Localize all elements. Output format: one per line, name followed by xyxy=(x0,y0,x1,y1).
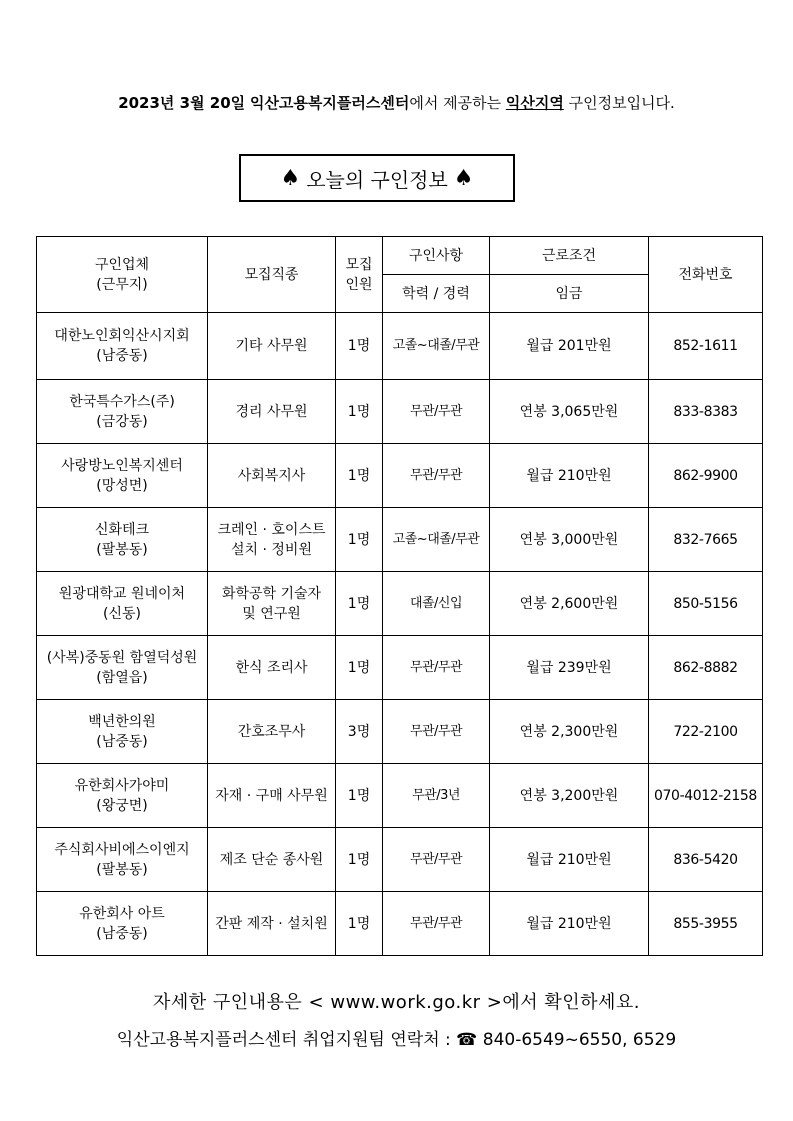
footer-contact-numbers: 840-6549~6550, 6529 xyxy=(482,1030,677,1050)
phone-cell: 855-3955 xyxy=(649,892,763,956)
company-name: 원광대학교 원네이처 xyxy=(58,585,186,602)
job-rows xyxy=(37,313,763,956)
count-cell: 1명 xyxy=(336,572,383,636)
job-cell xyxy=(208,636,336,700)
header-job: 모집직종 xyxy=(208,237,336,313)
edu-cell: 무관/3년 xyxy=(383,764,490,828)
company-name: 사랑방노인복지센터 xyxy=(61,457,183,474)
footer-contact-prefix: 익산고용복지플러스센터 취업지원팀 연락처 : xyxy=(116,1030,451,1050)
job-table xyxy=(36,236,763,956)
table-row xyxy=(37,444,763,508)
job-title: 간호조무사 xyxy=(237,723,306,740)
phone-cell: 862-9900 xyxy=(649,444,763,508)
count-cell: 1명 xyxy=(336,313,383,380)
job-cell xyxy=(208,572,336,636)
company-name: 대한노인회익산시지회 xyxy=(54,328,190,344)
header-company-sub: (근무지) xyxy=(96,276,148,293)
job-title: 자재 · 구매 사무원 xyxy=(215,787,328,804)
job-cell xyxy=(208,313,336,380)
table-row xyxy=(37,572,763,636)
company-location: (왕궁면) xyxy=(96,797,148,814)
company-location: (함열읍) xyxy=(96,669,148,686)
company-name: 한국특수가스(주) xyxy=(69,393,175,410)
table-row xyxy=(37,508,763,572)
job-title: 경리 사무원 xyxy=(235,403,308,420)
job-title: 한식 조리사 xyxy=(235,659,308,676)
job-cell xyxy=(208,380,336,444)
job-title: 제조 단순 종사원 xyxy=(219,851,324,868)
count-cell: 1명 xyxy=(336,892,383,956)
job-title-line2: 및 연구원 xyxy=(242,605,301,622)
intro-date: 2023년 3월 20일 xyxy=(118,94,246,112)
intro-line xyxy=(0,92,793,113)
company-location: (망성면) xyxy=(96,477,148,494)
header-edu: 학력 / 경력 xyxy=(383,275,490,313)
phone-cell: 850-5156 xyxy=(649,572,763,636)
company-name: 유한회사가야미 xyxy=(74,777,170,794)
header-count-line2: 인원 xyxy=(345,276,373,293)
edu-cell: 대졸/신입 xyxy=(383,572,490,636)
edu-cell: 무관/무관 xyxy=(383,828,490,892)
wage-cell: 월급 201만원 xyxy=(490,313,649,380)
header-company xyxy=(37,237,208,313)
edu-cell: 무관/무관 xyxy=(383,380,490,444)
company-cell xyxy=(37,572,208,636)
company-location: (남중동) xyxy=(96,348,148,364)
header-conditions: 근로조건 xyxy=(490,237,649,275)
intro-text1: 에서 제공하는 xyxy=(409,94,502,112)
count-cell: 1명 xyxy=(336,380,383,444)
spade-icon: ♠ xyxy=(280,165,301,191)
phone-cell: 833-8383 xyxy=(649,380,763,444)
header-count xyxy=(336,237,383,313)
company-location: (남중동) xyxy=(96,733,148,750)
edu-cell: 무관/무관 xyxy=(383,636,490,700)
company-location: (신동) xyxy=(103,605,141,622)
wage-cell: 월급 210만원 xyxy=(490,444,649,508)
job-title: 사회복지사 xyxy=(237,467,306,484)
wage-cell: 연봉 3,000만원 xyxy=(490,508,649,572)
phone-cell: 852-1611 xyxy=(649,313,763,380)
company-name: (사복)중동원 함열덕성원 xyxy=(46,649,198,666)
edu-cell: 무관/무관 xyxy=(383,700,490,764)
phone-cell: 862-8882 xyxy=(649,636,763,700)
company-cell xyxy=(37,764,208,828)
header-phone: 전화번호 xyxy=(649,237,763,313)
header-requirements: 구인사항 xyxy=(383,237,490,275)
job-title: 기타 사무원 xyxy=(235,338,308,354)
wage-cell: 월급 210만원 xyxy=(490,892,649,956)
job-cell xyxy=(208,700,336,764)
wage-cell: 연봉 3,065만원 xyxy=(490,380,649,444)
table-row xyxy=(37,828,763,892)
company-cell xyxy=(37,508,208,572)
table-row xyxy=(37,636,763,700)
count-cell: 1명 xyxy=(336,828,383,892)
count-cell: 1명 xyxy=(336,636,383,700)
edu-cell: 고졸~대졸/무관 xyxy=(383,313,490,380)
table-row xyxy=(37,700,763,764)
job-title-line2: 설치 · 정비원 xyxy=(231,541,312,558)
company-location: (남중동) xyxy=(96,925,148,942)
company-location: (팔봉동) xyxy=(96,541,148,558)
job-cell xyxy=(208,764,336,828)
table-row xyxy=(37,380,763,444)
header-wage: 임금 xyxy=(490,275,649,313)
page-title: 오늘의 구인정보 xyxy=(306,167,448,192)
edu-cell: 고졸~대졸/무관 xyxy=(383,508,490,572)
intro-region: 익산지역 xyxy=(505,94,564,112)
company-cell xyxy=(37,828,208,892)
job-title: 화학공학 기술자 xyxy=(221,585,322,602)
table-row xyxy=(37,313,763,380)
company-name: 신화테크 xyxy=(94,521,150,538)
job-cell xyxy=(208,508,336,572)
edu-cell: 무관/무관 xyxy=(383,444,490,508)
header-count-line1: 모집 xyxy=(345,256,373,273)
company-cell xyxy=(37,700,208,764)
phone-icon: ☎ xyxy=(456,1030,478,1050)
count-cell: 1명 xyxy=(336,444,383,508)
company-cell xyxy=(37,380,208,444)
count-cell: 1명 xyxy=(336,508,383,572)
phone-cell: 832-7665 xyxy=(649,508,763,572)
phone-cell: 722-2100 xyxy=(649,700,763,764)
count-cell: 3명 xyxy=(336,700,383,764)
header-company-label: 구인업체 xyxy=(94,256,150,273)
company-name: 백년한의원 xyxy=(88,713,156,730)
company-location: (금강동) xyxy=(96,413,148,430)
job-cell xyxy=(208,828,336,892)
company-cell xyxy=(37,636,208,700)
spade-icon: ♠ xyxy=(453,165,474,191)
page-title-box xyxy=(239,154,515,202)
company-cell xyxy=(37,892,208,956)
intro-center: 익산고용복지플러스센터 xyxy=(249,94,410,112)
company-name: 유한회사 아트 xyxy=(79,905,165,922)
wage-cell: 월급 210만원 xyxy=(490,828,649,892)
footer-contact-line xyxy=(0,1025,793,1050)
intro-text2: 구인정보입니다. xyxy=(568,94,675,112)
wage-cell: 연봉 2,300만원 xyxy=(490,700,649,764)
wage-cell: 연봉 3,200만원 xyxy=(490,764,649,828)
company-cell xyxy=(37,313,208,380)
table-row xyxy=(37,764,763,828)
wage-cell: 연봉 2,600만원 xyxy=(490,572,649,636)
company-cell xyxy=(37,444,208,508)
count-cell: 1명 xyxy=(336,764,383,828)
company-location: (팔봉동) xyxy=(96,861,148,878)
wage-cell: 월급 239만원 xyxy=(490,636,649,700)
phone-cell: 070-4012-2158 xyxy=(649,764,763,828)
edu-cell: 무관/무관 xyxy=(383,892,490,956)
phone-cell: 836-5420 xyxy=(649,828,763,892)
job-title: 간판 제작 · 설치원 xyxy=(215,915,328,932)
job-cell xyxy=(208,444,336,508)
job-title: 크레인 · 호이스트 xyxy=(217,521,326,538)
company-name: 주식회사비에스이엔지 xyxy=(54,841,190,858)
table-row xyxy=(37,892,763,956)
job-cell xyxy=(208,892,336,956)
footer-info-line: 자세한 구인내용은 < www.work.go.kr >에서 확인하세요. xyxy=(153,992,640,1013)
